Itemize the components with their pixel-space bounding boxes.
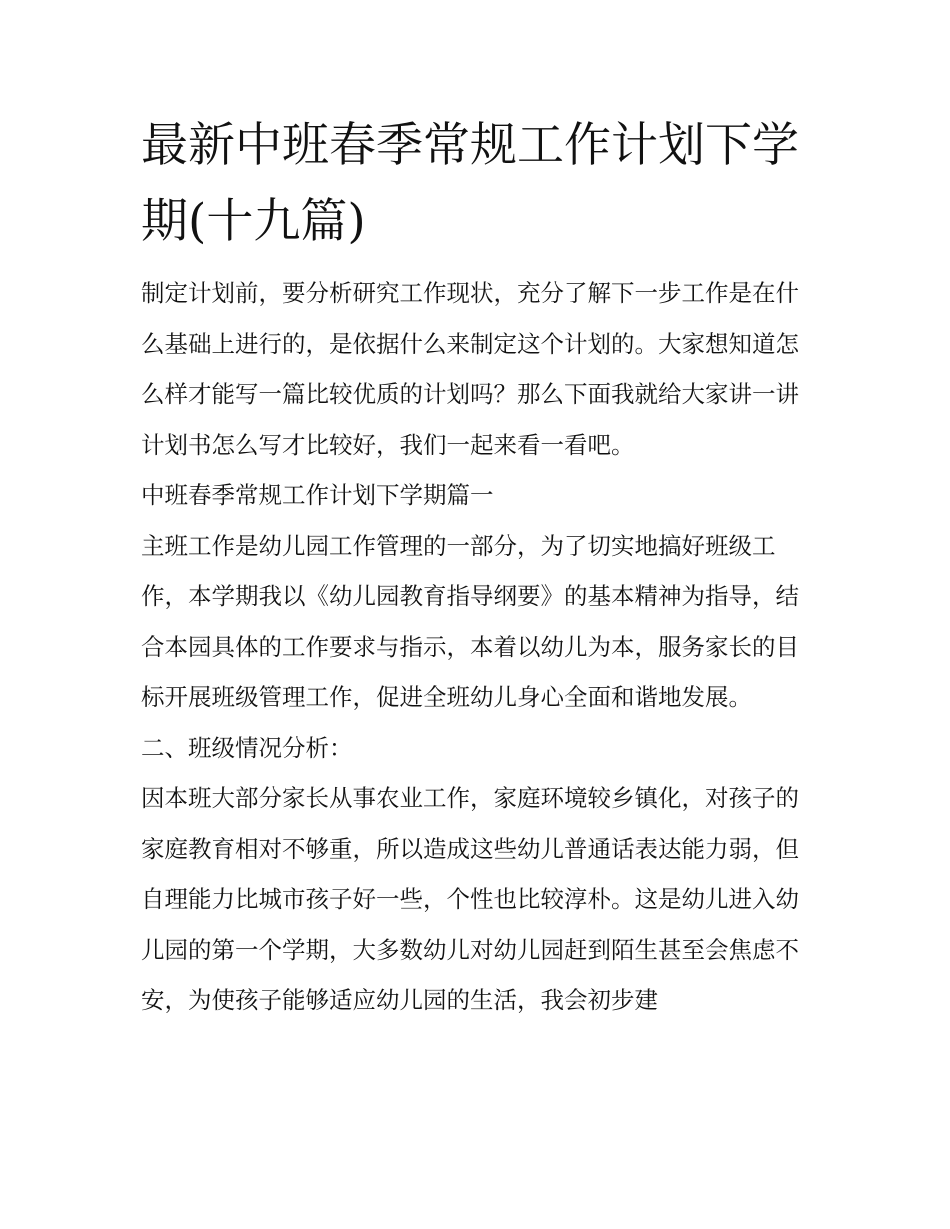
document-body — [141, 268, 813, 1026]
class-analysis-paragraph: 因本班大部分家长从事农业工作，家庭环境较乡镇化，对孩子的家庭教育相对不够重，所以造成这些幼儿普通话表达能力弱，但自理能力比城市孩子好一些，个性也比较淳朴。这是幼儿进入幼儿园的第一个学期，大多数幼儿对幼儿园赶到陌生甚至会焦虑不安，为使孩子能够适应幼儿园的生活，我会初步建 — [141, 784, 799, 1014]
intro-paragraph: 制定计划前，要分析研究工作现状，充分了解下一步工作是在什么基础上进行的，是依据什么来制定这个计划的。大家想知道怎么样才能写一篇比较优质的计划吗？那么下面我就给大家讲一讲计划书怎么写才比较好，我们一起来看一看吧。 — [141, 279, 799, 459]
section-heading-part-one: 中班春季常规工作计划下学期篇一 — [141, 481, 494, 509]
document-title: 最新中班春季常规工作计划下学期(十九篇) — [141, 118, 799, 249]
section-heading-class-analysis: 二、班级情况分析： — [141, 733, 353, 762]
document-content — [141, 108, 813, 1026]
main-class-work-paragraph: 主班工作是幼儿园工作管理的一部分，为了切实地搞好班级工作，本学期我以《幼儿园教育指导纲要》的基本精神为指导，结合本园具体的工作要求与指示，本着以幼儿为本，服务家长的目标开展班级管理工作，促进全班幼儿身心全面和谐地发展。 — [141, 531, 799, 711]
